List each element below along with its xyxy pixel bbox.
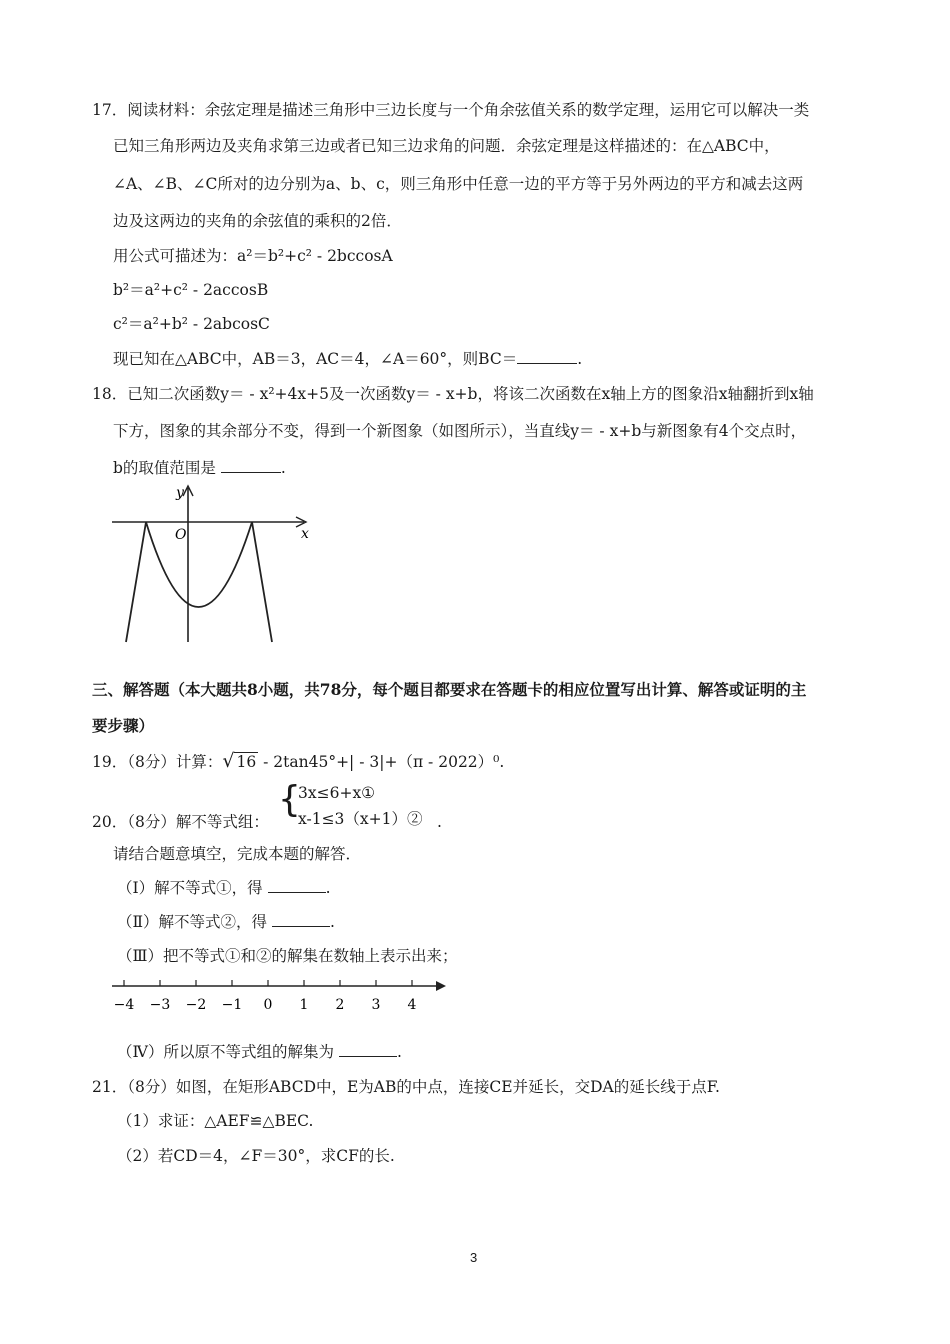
q20-step-4-text: （Ⅳ）所以原不等式组的解集为 [117, 1043, 334, 1061]
q17-line-2: 已知三角形两边及夹角求第三边或者已知三边求角的问题．余弦定理是这样描述的：在△ABC中， [113, 137, 780, 155]
sqrt-symbol: √ [222, 750, 235, 772]
q18-graph [108, 482, 318, 647]
q17-line-3: ∠A、∠B、∠C所对的边分别为a、b、c，则三角形中任意一边的平方等于另外两边的平方和减去这两 [113, 175, 804, 193]
q18-end: . [280, 459, 286, 477]
q18-line-2: 下方，图象的其余部分不变，得到一个新图象（如图所示），当直线y＝ - x+b与新图象有4个交点时， [113, 422, 807, 440]
q18-line-3 [113, 458, 286, 478]
q17-line-4: 边及这两边的夹角的余弦值的乘积的2倍． [113, 212, 402, 230]
q18-y-label: y [176, 485, 184, 501]
number-line-label: 4 [407, 997, 417, 1013]
q18-line-3-text: b的取值范围是 [113, 459, 216, 477]
q17-answer-blank [517, 349, 577, 364]
q20-step-1: （Ⅰ）解不等式①，得 . [117, 879, 331, 897]
q17-end: . [577, 350, 583, 368]
q20-blank-4 [339, 1042, 397, 1057]
q17-formula-b: b²＝a²+c² - 2accosB [113, 281, 269, 299]
number-line-label: −2 [185, 997, 207, 1013]
number-line-label: 3 [371, 997, 381, 1013]
number-line-label: −3 [149, 997, 171, 1013]
q20-step-4: （Ⅳ）所以原不等式组的解集为 . [117, 1043, 402, 1061]
q21-part-1: （1）求证：△AEF≌△BEC. [117, 1112, 314, 1130]
q17-question [113, 349, 582, 369]
q17-formula-a: 用公式可描述为：a²＝b²+c² - 2bccosA [113, 247, 393, 265]
number-line-label: 2 [335, 997, 345, 1013]
number-line-label: 0 [263, 997, 273, 1013]
q20-step-1-text: （Ⅰ）解不等式①，得 [117, 879, 263, 897]
q19 [92, 751, 504, 772]
q20-step-2: （Ⅱ）解不等式②，得 . [117, 913, 335, 931]
q21-part-2: （2）若CD＝4，∠F＝30°，求CF的长. [117, 1147, 395, 1165]
q19-prefix: 19．（8分）计算： [92, 753, 223, 771]
section3-heading-1: 三、解答题（本大题共8小题，共78分，每个题目都要求在答题卡的相应位置写出计算、解答或证明的主 [92, 680, 807, 699]
q20-step-3: （Ⅲ）把不等式①和②的解集在数轴上表示出来； [117, 947, 458, 965]
q21-line-1: 21．（8分）如图，在矩形ABCD中，E为AB的中点，连接CE并延长，交DA的延长线于点F. [92, 1078, 720, 1096]
q20-end: . [437, 813, 442, 831]
q17-formula-c: c²＝a²+b² - 2abcosC [113, 315, 270, 333]
q20-brace: { [278, 779, 301, 820]
q18-curve [126, 522, 272, 642]
q19-radicand: 16 [236, 753, 257, 771]
q18-line-1: 18．已知二次函数y＝ - x²+4x+5及一次函数y＝ - x+b，将该二次函数在x轴上方的图象沿x轴翻折到x轴 [92, 385, 814, 403]
q20-blank-2 [272, 912, 330, 927]
q20-step-2-text: （Ⅱ）解不等式②，得 [117, 913, 268, 931]
q18-answer-blank [221, 458, 281, 473]
q17-question-text: 现已知在△ABC中，AB＝3，AC＝4，∠A＝60°，则BC＝ [113, 350, 518, 368]
number-line-label: −4 [113, 997, 135, 1013]
page-number: 3 [470, 1250, 478, 1265]
q20-blank-1 [268, 878, 326, 893]
q20-inequality-1: 3x≤6+x① [298, 784, 376, 802]
number-line-label: 1 [299, 997, 309, 1013]
q19-rest: - 2tan45°+| - 3|+（π - 2022）⁰. [258, 753, 505, 771]
q20-instruction: 请结合题意填空，完成本题的解答． [113, 845, 362, 863]
q20-prefix: 20．（8分）解不等式组： [92, 813, 269, 831]
q18-x-label: x [301, 526, 309, 542]
number-line-label: −1 [221, 997, 243, 1013]
q20-inequality-2: x-1≤3（x+1）② [298, 810, 423, 828]
number-line-arrow [436, 981, 446, 991]
section3-heading-2: 要步骤） [92, 716, 155, 735]
q18-origin-label: O [175, 527, 187, 543]
q20-number-line [110, 974, 455, 1018]
q17-line-1: 17．阅读材料：余弦定理是描述三角形中三边长度与一个角余弦值关系的数学定理，运用它可以解决一类 [92, 101, 810, 119]
